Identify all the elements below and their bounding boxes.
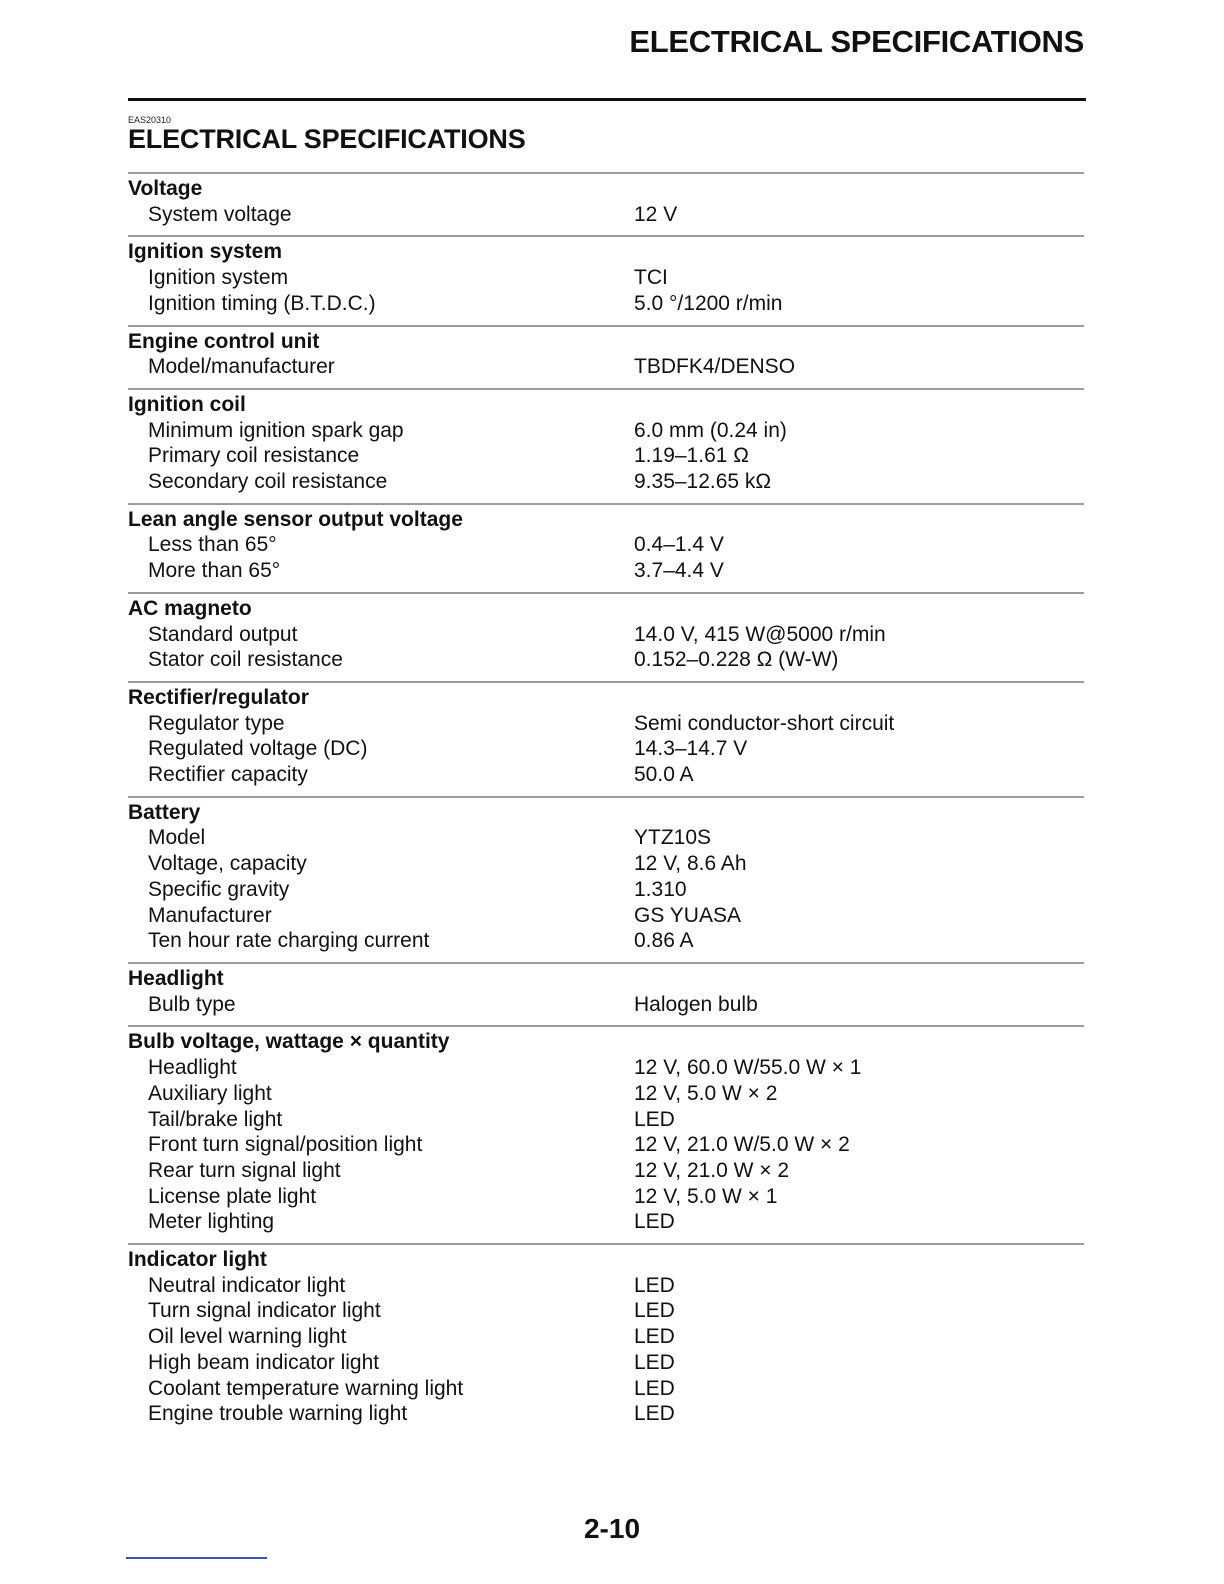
spec-value: 14.3–14.7 V [634, 737, 748, 761]
spec-row [128, 1081, 1084, 1107]
spec-row [128, 1376, 1084, 1402]
spec-label: Standard output [148, 622, 298, 646]
spec-table [128, 172, 1084, 1435]
spec-label: Minimum ignition spark gap [148, 418, 404, 442]
spec-label: Regulated voltage (DC) [148, 737, 368, 761]
spec-group-title: Rectifier/regulator [128, 685, 309, 709]
spec-row [128, 558, 1084, 584]
spec-label: Coolant temperature warning light [148, 1376, 464, 1400]
header-rule [128, 98, 1086, 101]
spec-value: LED [634, 1107, 675, 1131]
footer-link-underline[interactable] [126, 1557, 267, 1559]
spec-row [128, 903, 1084, 929]
spec-row [128, 532, 1084, 558]
spec-value: LED [634, 1350, 675, 1374]
spec-label: Meter lighting [148, 1210, 275, 1234]
spec-value: 0.4–1.4 V [634, 533, 724, 557]
spec-group [128, 592, 1084, 681]
page-number: 2-10 [583, 1513, 641, 1544]
spec-group [128, 1025, 1084, 1243]
spec-value: 12 V, 5.0 W × 2 [634, 1081, 778, 1105]
spec-value: LED [634, 1402, 675, 1426]
spec-value: Semi conductor-short circuit [634, 711, 895, 735]
spec-label: Voltage, capacity [148, 852, 307, 876]
spec-value: 50.0 A [634, 763, 694, 787]
spec-row [128, 1158, 1084, 1184]
spec-group [128, 503, 1084, 592]
spec-row [128, 851, 1084, 877]
spec-value: 3.7–4.4 V [634, 559, 724, 583]
spec-row [128, 736, 1084, 762]
spec-label: Rectifier capacity [148, 763, 308, 787]
spec-row [128, 291, 1084, 317]
spec-value: 12 V, 21.0 W/5.0 W × 2 [634, 1133, 850, 1157]
spec-row [128, 1132, 1084, 1158]
spec-row [128, 469, 1084, 495]
spec-value: TCI [634, 266, 668, 290]
spec-label: Model [148, 826, 206, 850]
section-code: EAS20310 [128, 115, 172, 125]
spec-label: Headlight [148, 1056, 237, 1080]
spec-label: Turn signal indicator light [148, 1299, 381, 1323]
spec-label: Oil level warning light [148, 1325, 347, 1349]
spec-value: 5.0 °/1200 r/min [634, 291, 783, 315]
spec-group [128, 235, 1084, 324]
spec-group-title: AC magneto [128, 596, 252, 620]
spec-value: 12 V, 5.0 W × 1 [634, 1184, 778, 1208]
spec-label: Bulb type [148, 992, 236, 1016]
spec-group [128, 325, 1084, 388]
spec-group [128, 962, 1084, 1025]
spec-row [128, 1324, 1084, 1350]
spec-row [128, 265, 1084, 291]
spec-row [128, 418, 1084, 444]
spec-group-title: Ignition system [128, 240, 283, 264]
spec-value: 0.152–0.228 Ω (W-W) [634, 648, 839, 672]
spec-row [128, 1107, 1084, 1133]
spec-label: Ten hour rate charging current [148, 929, 430, 953]
spec-label: Specific gravity [148, 877, 290, 901]
spec-row [128, 825, 1084, 851]
spec-value: 12 V, 21.0 W × 2 [634, 1158, 790, 1182]
spec-label: Stator coil resistance [148, 648, 343, 672]
spec-label: Regulator type [148, 711, 285, 735]
spec-group [128, 1243, 1084, 1435]
spec-label: Manufacturer [148, 903, 272, 927]
spec-group-title: Ignition coil [128, 392, 246, 416]
spec-value: TBDFK4/DENSO [634, 355, 796, 379]
spec-group [128, 388, 1084, 503]
spec-label: Rear turn signal light [148, 1158, 341, 1182]
spec-label: Ignition timing (B.T.D.C.) [148, 291, 376, 315]
spec-row [128, 928, 1084, 954]
spec-label: Secondary coil resistance [148, 470, 388, 494]
spec-group [128, 796, 1084, 962]
spec-label: Engine trouble warning light [148, 1402, 408, 1426]
spec-value: LED [634, 1376, 675, 1400]
spec-row [128, 877, 1084, 903]
spec-row [128, 711, 1084, 737]
spec-label: High beam indicator light [148, 1350, 380, 1374]
spec-value: 1.19–1.61 Ω [634, 444, 749, 468]
spec-group-title: Voltage [128, 177, 203, 200]
spec-label: Tail/brake light [148, 1107, 283, 1131]
spec-group-title: Indicator light [128, 1248, 267, 1272]
spec-row [128, 647, 1084, 673]
spec-row [128, 762, 1084, 788]
spec-value: LED [634, 1273, 675, 1297]
spec-row [128, 202, 1084, 228]
spec-row [128, 443, 1084, 469]
spec-value: 9.35–12.65 kΩ [634, 470, 772, 494]
spec-label: Auxiliary light [148, 1081, 272, 1105]
spec-value: LED [634, 1210, 675, 1234]
spec-value: YTZ10S [634, 826, 712, 850]
spec-group [128, 172, 1084, 235]
spec-label: Ignition system [148, 266, 289, 290]
spec-label: Front turn signal/position light [148, 1133, 423, 1157]
spec-value: 0.86 A [634, 929, 694, 953]
spec-label: License plate light [148, 1184, 317, 1208]
spec-row [128, 1401, 1084, 1427]
spec-group-title: Battery [128, 800, 201, 824]
spec-value: 14.0 V, 415 W@5000 r/min [634, 622, 886, 646]
spec-group-title: Lean angle sensor output voltage [128, 507, 463, 531]
spec-value: 1.310 [634, 877, 687, 901]
spec-label: More than 65° [148, 559, 281, 583]
spec-value: LED [634, 1299, 675, 1323]
spec-row [128, 354, 1084, 380]
spec-label: Less than 65° [148, 533, 277, 557]
spec-row [128, 992, 1084, 1018]
spec-value: LED [634, 1325, 675, 1349]
section-title: ELECTRICAL SPECIFICATIONS [128, 124, 526, 154]
spec-row [128, 622, 1084, 648]
spec-value: GS YUASA [634, 903, 741, 927]
spec-row [128, 1298, 1084, 1324]
spec-label: System voltage [148, 202, 292, 226]
spec-row [128, 1273, 1084, 1299]
spec-row [128, 1184, 1084, 1210]
spec-group-title: Bulb voltage, wattage × quantity [128, 1030, 450, 1054]
spec-row [128, 1055, 1084, 1081]
spec-group [128, 681, 1084, 796]
spec-value: 12 V [634, 202, 678, 226]
spec-row [128, 1350, 1084, 1376]
spec-group-title: Engine control unit [128, 329, 320, 353]
spec-group-title: Headlight [128, 966, 224, 990]
spec-value: 12 V, 60.0 W/55.0 W × 1 [634, 1056, 862, 1080]
page-header-title: ELECTRICAL SPECIFICATIONS [629, 24, 1084, 59]
spec-label: Primary coil resistance [148, 444, 360, 468]
spec-value: 12 V, 8.6 Ah [634, 852, 747, 876]
spec-label: Model/manufacturer [148, 355, 335, 379]
spec-value: 6.0 mm (0.24 in) [634, 418, 787, 442]
spec-label: Neutral indicator light [148, 1273, 346, 1297]
spec-row [128, 1209, 1084, 1235]
spec-value: Halogen bulb [634, 992, 758, 1016]
